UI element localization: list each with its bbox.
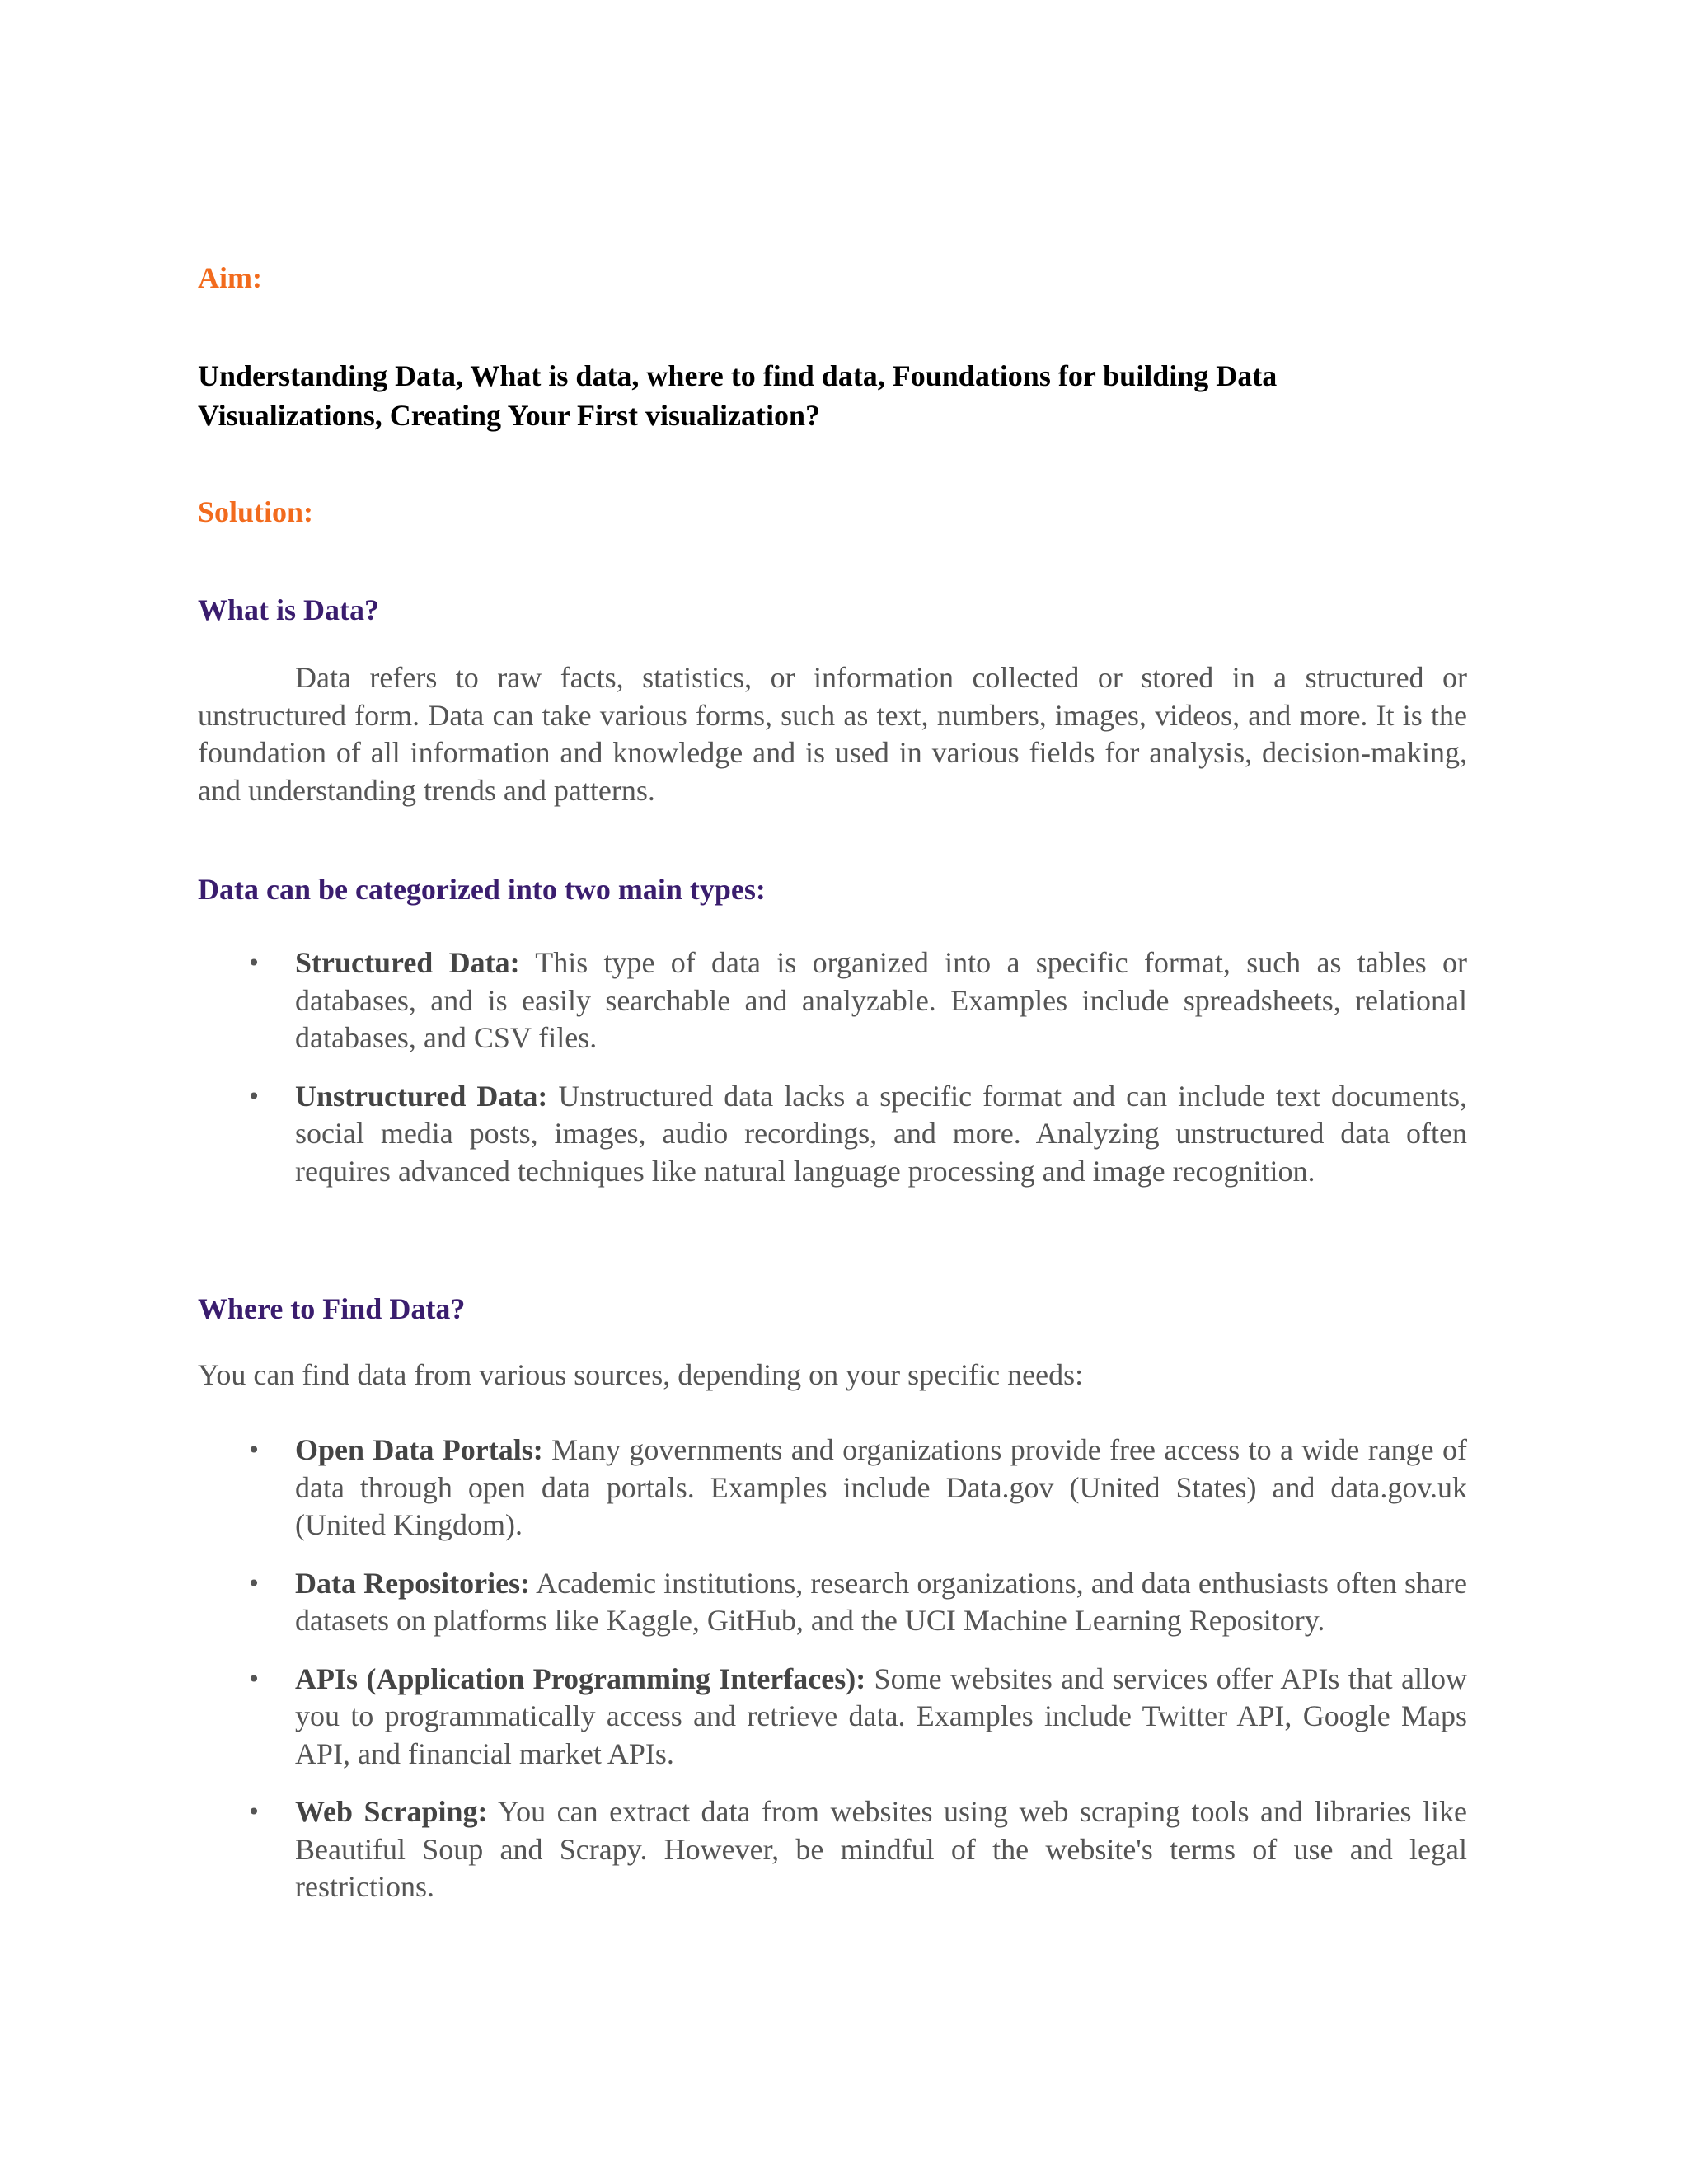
list-item [198, 1661, 1467, 1774]
where-to-find-data-heading: Where to Find Data? [198, 1292, 466, 1325]
list-item [198, 1078, 1467, 1191]
data-sources-list [198, 1432, 1467, 1927]
bullet-term: Open Data Portals: [295, 1433, 543, 1466]
bullet-term: Unstructured Data: [295, 1079, 548, 1113]
bullet-icon: • [246, 949, 261, 977]
data-types-list [198, 944, 1467, 1211]
aim-heading: Aim: [198, 261, 262, 294]
data-types-heading: Data can be categorized into two main types: [198, 873, 766, 906]
bullet-icon: • [246, 1082, 261, 1110]
bullet-icon: • [246, 1665, 261, 1693]
list-item [198, 944, 1467, 1057]
bullet-term: Structured Data: [295, 946, 520, 979]
bullet-term: Data Repositories: [295, 1566, 531, 1600]
bullet-text: This type of data is organized into a specific format, such as tables or databases, and is easily searchable and analyzable. Examples include spreadsheets, relational databases, and CSV files. [295, 946, 1467, 1054]
where-intro-paragraph: You can find data from various sources, depending on your specific needs: [198, 1358, 1084, 1391]
list-item [198, 1432, 1467, 1544]
bullet-icon: • [246, 1436, 261, 1464]
aim-text: Understanding Data, What is data, where to find data, Foundations for building Data Visualizations, Creating Your First visualization? [198, 359, 1278, 432]
bullet-text: Unstructured data lacks a specific format and can include text documents, social media posts, images, audio recordings, and more. Analyzing unstructured data often requires advanced techniques like natural language processing and image recognition. [295, 1079, 1467, 1188]
bullet-icon: • [246, 1798, 261, 1825]
list-item [198, 1565, 1467, 1640]
bullet-term: Web Scraping: [295, 1795, 488, 1828]
bullet-term: APIs (Application Programming Interfaces): [295, 1661, 866, 1695]
what-is-data-paragraph: Data refers to raw facts, statistics, or information collected or stored in a structured or unstructured form. Data can take various forms, such as text, numbers, images, videos, and more. It is the foundation of all information and knowledge and is used in various fields for analysis, decision-making, and understanding trends and patterns. [198, 661, 1467, 807]
bullet-text: You can extract data from websites using web scraping tools and libraries like Beautiful Soup and Scrapy. However, be mindful of the website's terms of use and legal restrictions. [295, 1795, 1467, 1903]
list-item [198, 1793, 1467, 1906]
bullet-text: Some websites and services offer APIs that allow you to programmatically access and retrieve data. Examples include Twitter API, Google Maps API, and financial market APIs. [295, 1661, 1467, 1770]
bullet-icon: • [246, 1569, 261, 1597]
bullet-text: Academic institutions, research organizations, and data enthusiasts often share datasets on platforms like Kaggle, GitHub, and the UCI Machine Learning Repository. [295, 1566, 1467, 1637]
solution-heading: Solution: [198, 495, 314, 528]
what-is-data-heading: What is Data? [198, 593, 380, 626]
bullet-text: Many governments and organizations provide free access to a wide range of data through open data portals. Examples include Data.gov (United States) and data.gov.uk (United Kingdom). [295, 1433, 1467, 1541]
